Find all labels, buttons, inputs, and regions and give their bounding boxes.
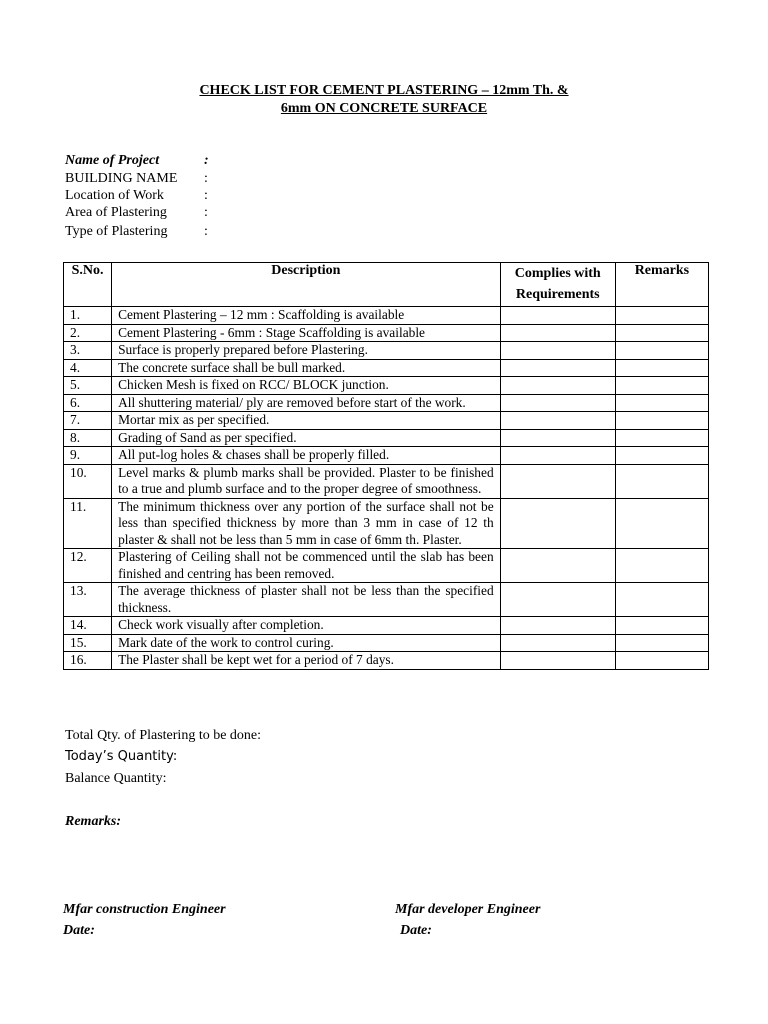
row-description: Cement Plastering - 6mm : Stage Scaffolding is available: [112, 324, 501, 342]
row-complies-cell[interactable]: [500, 464, 615, 498]
table-row: [64, 359, 709, 377]
info-row-area: [65, 204, 214, 221]
row-sno: 6.: [64, 394, 112, 412]
row-sno: 9.: [64, 447, 112, 465]
row-description: All shuttering material/ ply are removed before start of the work.: [112, 394, 501, 412]
table-row: [64, 549, 709, 583]
signature-date: Date:: [400, 923, 432, 938]
row-sno: 13.: [64, 583, 112, 617]
row-description: The average thickness of plaster shall not be less than the specified thickness.: [112, 583, 501, 617]
row-sno: 10.: [64, 464, 112, 498]
row-complies-cell[interactable]: [500, 498, 615, 549]
row-sno: 2.: [64, 324, 112, 342]
signature-block-construction: [63, 899, 226, 941]
table-row: [64, 412, 709, 430]
balance-qty-label: Balance Quantity:: [65, 771, 167, 786]
checklist-table: [63, 262, 709, 670]
row-sno: 4.: [64, 359, 112, 377]
info-row-type: [65, 223, 214, 240]
row-description: Mark date of the work to control curing.: [112, 634, 501, 652]
row-complies-cell[interactable]: [500, 307, 615, 325]
table-row: [64, 498, 709, 549]
row-remarks-cell[interactable]: [615, 447, 708, 465]
row-description: The Plaster shall be kept wet for a period of 7 days.: [112, 652, 501, 670]
row-sno: 16.: [64, 652, 112, 670]
row-complies-cell[interactable]: [500, 549, 615, 583]
table-row: [64, 447, 709, 465]
row-remarks-cell[interactable]: [615, 617, 708, 635]
info-row-project: [65, 152, 214, 170]
info-colon: :: [204, 224, 208, 239]
signature-date: Date:: [63, 923, 95, 938]
row-complies-cell[interactable]: [500, 447, 615, 465]
row-sno: 5.: [64, 377, 112, 395]
row-sno: 1.: [64, 307, 112, 325]
table-row: [64, 377, 709, 395]
info-colon: :: [204, 205, 208, 220]
info-label: Name of Project: [65, 153, 160, 168]
title-line-2: 6mm ON CONCRETE SURFACE: [280, 101, 488, 116]
info-label: Type of Plastering: [65, 224, 168, 239]
signature-block-developer: [395, 899, 540, 941]
info-label: Location of Work: [65, 188, 164, 203]
row-remarks-cell[interactable]: [615, 359, 708, 377]
row-description: Chicken Mesh is fixed on RCC/ BLOCK junction.: [112, 377, 501, 395]
info-label: Area of Plastering: [65, 205, 167, 220]
row-sno: 11.: [64, 498, 112, 549]
row-remarks-cell[interactable]: [615, 377, 708, 395]
row-remarks-cell[interactable]: [615, 324, 708, 342]
row-complies-cell[interactable]: [500, 412, 615, 430]
row-remarks-cell[interactable]: [615, 429, 708, 447]
row-remarks-cell[interactable]: [615, 652, 708, 670]
row-description: The minimum thickness over any portion of the surface shall not be less than specified thickness by more than 3 mm in case of 12 th plaster & shall not be less than 5 mm in case of 6mm th. Plaster.: [112, 498, 501, 549]
table-row: [64, 583, 709, 617]
info-row-building: [65, 170, 214, 187]
row-complies-cell[interactable]: [500, 583, 615, 617]
row-complies-cell[interactable]: [500, 617, 615, 635]
row-remarks-cell[interactable]: [615, 412, 708, 430]
table-row: [64, 652, 709, 670]
info-label: BUILDING NAME: [65, 171, 178, 186]
row-description: Cement Plastering – 12 mm : Scaffolding is available: [112, 307, 501, 325]
row-description: Check work visually after completion.: [112, 617, 501, 635]
row-sno: 14.: [64, 617, 112, 635]
row-sno: 12.: [64, 549, 112, 583]
table-row: [64, 617, 709, 635]
row-remarks-cell[interactable]: [615, 342, 708, 360]
row-remarks-cell[interactable]: [615, 549, 708, 583]
project-info: [65, 152, 214, 240]
row-description: Mortar mix as per specified.: [112, 412, 501, 430]
table-row: [64, 307, 709, 325]
title-line-1: CHECK LIST FOR CEMENT PLASTERING – 12mm Th. &: [199, 83, 569, 98]
row-remarks-cell[interactable]: [615, 464, 708, 498]
table-row: [64, 429, 709, 447]
row-sno: 15.: [64, 634, 112, 652]
row-description: The concrete surface shall be bull marked.: [112, 359, 501, 377]
row-complies-cell[interactable]: [500, 652, 615, 670]
row-description: Grading of Sand as per specified.: [112, 429, 501, 447]
signature-title: Mfar developer Engineer: [395, 902, 541, 917]
info-colon: :: [204, 171, 208, 186]
row-complies-cell[interactable]: [500, 394, 615, 412]
header-description: Description: [112, 263, 501, 307]
info-colon: :: [204, 188, 208, 203]
header-remarks: Remarks: [615, 263, 708, 307]
info-colon: :: [204, 153, 209, 168]
row-description: Level marks & plumb marks shall be provided. Plaster to be finished to a true and plumb surface and to the proper degree of smoothness.: [112, 464, 501, 498]
signature-title: Mfar construction Engineer: [63, 902, 226, 917]
header-sno: S.No.: [64, 263, 112, 307]
remarks-label: Remarks:: [65, 814, 121, 829]
row-complies-cell[interactable]: [500, 359, 615, 377]
row-remarks-cell[interactable]: [615, 634, 708, 652]
row-complies-cell[interactable]: [500, 377, 615, 395]
table-row: [64, 342, 709, 360]
row-sno: 8.: [64, 429, 112, 447]
row-remarks-cell[interactable]: [615, 394, 708, 412]
table-body: [64, 307, 709, 670]
table-row: [64, 634, 709, 652]
info-row-location: [65, 187, 214, 204]
row-remarks-cell[interactable]: [615, 583, 708, 617]
row-description: Plastering of Ceiling shall not be commenced until the slab has been finished and centring has been removed.: [112, 549, 501, 583]
table-header-row: [64, 263, 709, 307]
table-row: [64, 464, 709, 498]
row-description: All put-log holes & chases shall be properly filled.: [112, 447, 501, 465]
table-row: [64, 324, 709, 342]
row-remarks-cell[interactable]: [615, 498, 708, 549]
row-sno: 7.: [64, 412, 112, 430]
row-complies-cell[interactable]: [500, 634, 615, 652]
row-complies-cell[interactable]: [500, 429, 615, 447]
row-complies-cell[interactable]: [500, 342, 615, 360]
row-sno: 3.: [64, 342, 112, 360]
row-remarks-cell[interactable]: [615, 307, 708, 325]
table-row: [64, 394, 709, 412]
row-description: Surface is properly prepared before Plastering.: [112, 342, 501, 360]
header-complies: Complies with Requirements: [500, 263, 615, 307]
total-qty-label: Total Qty. of Plastering to be done:: [65, 728, 262, 743]
todays-qty-label: Today’s Quantity:: [65, 749, 178, 764]
row-complies-cell[interactable]: [500, 324, 615, 342]
document-title: [0, 82, 768, 118]
